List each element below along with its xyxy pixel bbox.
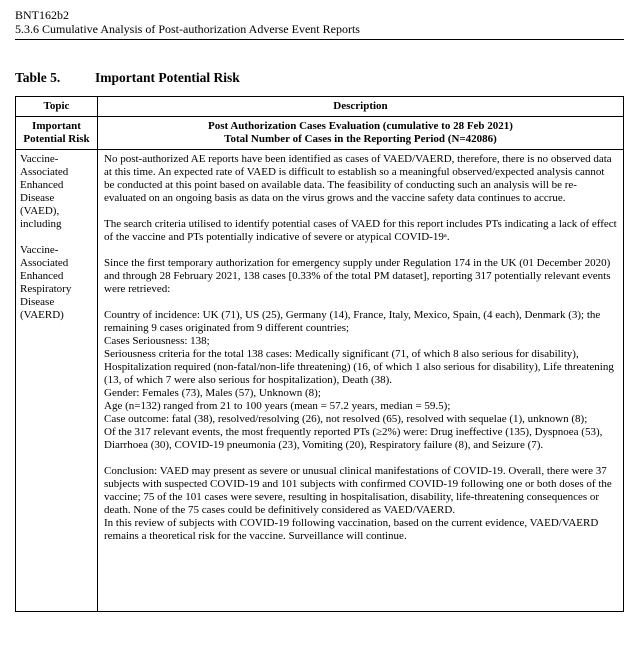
column-header-description: Description [98, 97, 624, 117]
document-section-title: 5.3.6 Cumulative Analysis of Post-authorization Adverse Event Reports [15, 22, 360, 36]
subheader-description-cell [98, 117, 624, 150]
topic-part-1: Vaccine-Associated Enhanced Disease (VAED), including [20, 153, 69, 230]
stat-line-age: Age (n=132) ranged from 21 to 100 years (mean = 57.2 years, median = 59.5); [104, 400, 451, 412]
paragraph-search-criteria: The search criteria utilised to identify potential cases of VAED for this report includes PTs indicating a lack of effect of the vaccine and PTs potentially indicative of severe or atypical COVID-19ᵃ. [104, 218, 617, 243]
stat-line-country: Country of incidence: UK (71), US (25), Germany (14), France, Italy, Mexico, Spain, (4 each), Denmark (3); the remaining 9 cases originated from 9 different countries; [104, 309, 601, 334]
document-id: BNT162b2 [15, 8, 69, 22]
topic-part-2: Vaccine-Associated Enhanced Respiratory Disease (VAERD) [20, 244, 72, 321]
conclusion-paragraph: Conclusion: VAED may present as severe or unusual clinical manifestations of COVID-19. Overall, there were 37 subjects with suspected COVID-19 and 101 subjects with confirmed COVID-19 following one or both doses of the vaccine; 75 of the 101 cases were severe, resulting in hospitalisation, disability, life-threatening consequences or death. None of the 75 cases could be definitively considered as VAED/VAERD. [104, 465, 612, 516]
stat-line-outcome: Case outcome: fatal (38), resolved/resolving (26), not resolved (65), resolved with sequelae (1), unknown (8); [104, 413, 588, 425]
topic-cell [16, 150, 98, 612]
subheader-topic-cell: Important Potential Risk [16, 117, 98, 150]
header-divider [15, 39, 624, 40]
subheader-line-1: Post Authorization Cases Evaluation (cumulative to 28 Feb 2021) [208, 120, 513, 132]
body-row [16, 150, 624, 612]
description-cell [98, 150, 624, 612]
subheader-line-2: Total Number of Cases in the Reporting Period (N=42086) [224, 133, 497, 145]
statistics-list [104, 309, 617, 452]
review-paragraph: In this review of subjects with COVID-19 following vaccination, based on the current evidence, VAED/VAERD remains a theoretical risk for the vaccine. Surveillance will continue. [104, 517, 599, 542]
paragraph-retrieved-cases: Since the first temporary authorization for emergency supply under Regulation 174 in the UK (01 December 2020) and through 28 February 2021, 138 cases [0.33% of the total PM dataset], reporting 317 potentially relevant events were retrieved: [104, 257, 611, 295]
document-header [15, 8, 624, 36]
column-header-row [16, 97, 624, 117]
column-header-topic: Topic [16, 97, 98, 117]
stat-line-reported-pts: Of the 317 relevant events, the most frequently reported PTs (≥2%) were: Drug ineffective (135), Dyspnoea (53), Diarrhoea (30), COVID-19 pneumonia (23), Vomiting (20), Respiratory failure (8), and Seizure (7). [104, 426, 603, 451]
table-number-label: Table 5. [15, 70, 61, 85]
conclusion-block [104, 465, 617, 543]
subheader-row [16, 117, 624, 150]
table-caption: Important Potential Risk [95, 70, 240, 85]
paragraph-no-cases: No post-authorized AE reports have been identified as cases of VAED/VAERD, therefore, there is no observed data at this time. An expected rate of VAED is difficult to establish so a meaningful observed/expected analysis cannot be conducted at this point based on available data. The feasibility of conducting such an analysis will be re-evaluated on an ongoing basis as data on the virus grows and the vaccine safety data continues to accrue. [104, 153, 612, 204]
stat-line-seriousness-criteria: Seriousness criteria for the total 138 cases: Medically significant (71, of which 8 also serious for disability), Hospitalization required (non-fatal/non-life threatening) (16, of which 1 also serious for disability), Life threatening (13, of which 7 were also serious for hospitalization), Death (38). [104, 348, 614, 386]
important-potential-risk-table [15, 96, 624, 612]
stat-line-gender: Gender: Females (73), Males (57), Unknown (8); [104, 387, 321, 399]
stat-line-seriousness: Cases Seriousness: 138; [104, 335, 210, 347]
table-title [15, 70, 624, 86]
